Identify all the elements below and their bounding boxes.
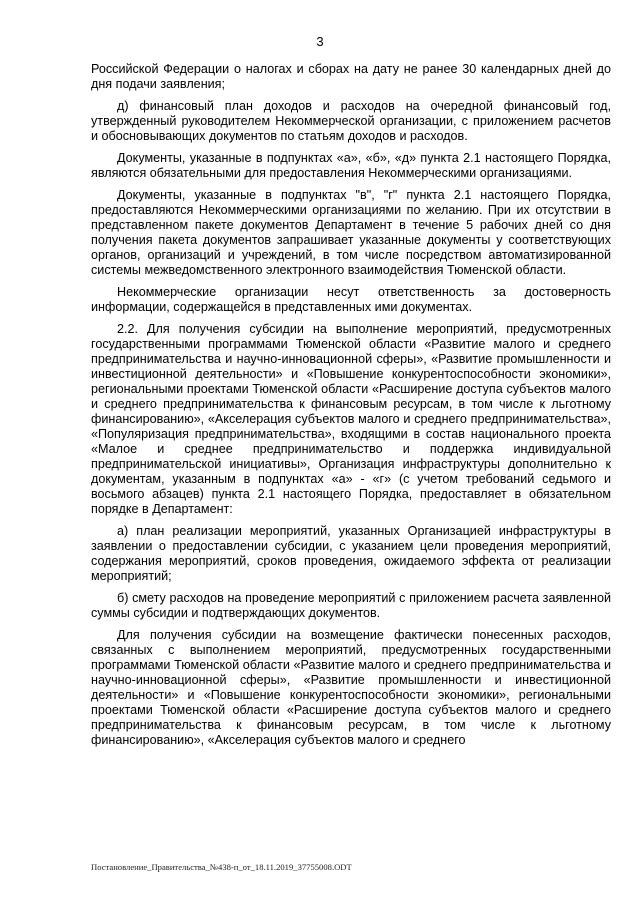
paragraph-item-b: б) смету расходов на проведение мероприятий с приложением расчета заявленной суммы субсидии и подтверждающих документов. <box>91 591 611 620</box>
paragraph-item-a: а) план реализации мероприятий, указанных Организацией инфраструктуры в заявлении о предоставлении субсидии, с указанием цели проведения мероприятий, содержания мероприятий, сроков проведения, ожидаемого эффекта от реализации мероприятий; <box>91 524 611 583</box>
paragraph-section-2-2: 2.2. Для получения субсидии на выполнение мероприятий, предусмотренных государственными программами Тюменской области «Развитие малого и среднего предпринимательства и научно-инновационной сферы», «Развитие промышленности и инвестиционной деятельности» и «Повышение конкурентоспособности экономики», региональными проектами Тюменской области «Расширение доступа субъектов малого и среднего предпринимательства к финансовым ресурсам, в том числе к льготному финансированию», «Акселерация субъектов малого и среднего предпринимательства», «Популяризация предпринимательства», входящими в состав национального проекта «Малое и среднее предпринимательство и поддержка индивидуальной предпринимательской инициативы», Организация инфраструктуры дополнительно к документам, указанным в подпунктах «а» - «г» (с учетом требований седьмого и восьмого абзацев) пункта 2.1 настоящего Порядка, предоставляет в обязательном порядке в Департамент: <box>91 322 611 516</box>
paragraph-optional-documents: Документы, указанные в подпунктах "в", "г" пункта 2.1 настоящего Порядка, предоставляются Некоммерческими организациями по желанию. При их отсутствии в представленном пакете документов Департамент в течение 5 рабочих дней со дня получения пакета документов запрашивает указанные документы у соответствующих органов, организаций и учреждений, в том числе посредством автоматизированной системы межведомственного электронного взаимодействия Тюменской области. <box>91 188 611 277</box>
paragraph-reimbursement: Для получения субсидии на возмещение фактически понесенных расходов, связанных с выполнением мероприятий, предусмотренных государственными программами Тюменской области «Развитие малого и среднего предпринимательства и научно-инновационной сферы», «Развитие промышленности и инвестиционной деятельности» и «Повышение конкурентоспособности экономики», региональными проектами Тюменской области «Расширение доступа субъектов малого и среднего предпринимательства к финансовым ресурсам, в том числе к льготному финансированию», «Акселерация субъектов малого и среднего <box>91 628 611 747</box>
paragraph-item-d: д) финансовый план доходов и расходов на очередной финансовый год, утвержденный руководителем Некоммерческой организации, с приложением расчетов и обосновывающих документов по статьям доходов и расходов. <box>91 99 611 143</box>
page-number: 3 <box>316 34 324 49</box>
paragraph-responsibility: Некоммерческие организации несут ответственность за достоверность информации, содержащейся в представленных ими документах. <box>91 285 611 314</box>
footer-filename: Постановление_Правительства_№438-п_от_18.11.2019_37755008.ODT <box>91 862 352 872</box>
paragraph-mandatory-documents: Документы, указанные в подпунктах «а», «б», «д» пункта 2.1 настоящего Порядка, являются обязательными для предоставления Некоммерческими организациями. <box>91 151 611 180</box>
document-body <box>91 62 611 755</box>
paragraph-continuation: Российской Федерации о налогах и сборах на дату не ранее 30 календарных дней до дня подачи заявления; <box>91 62 611 91</box>
